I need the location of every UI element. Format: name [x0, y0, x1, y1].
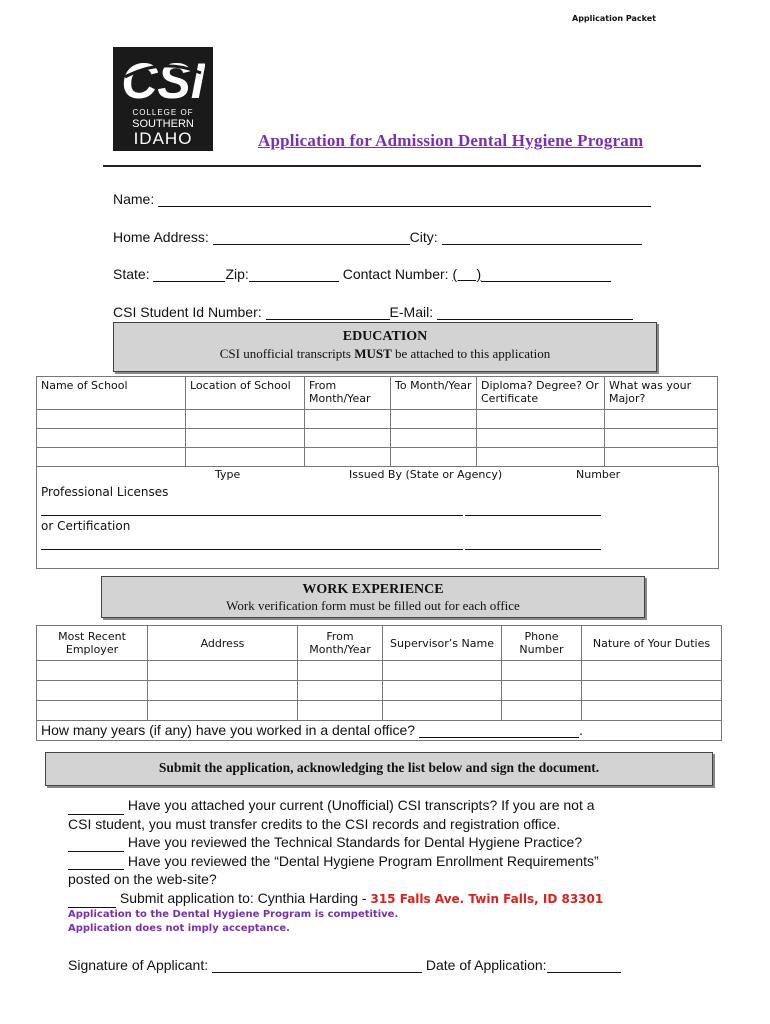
zip-label: Zip: [225, 266, 249, 282]
education-header [113, 322, 657, 372]
education-subtitle: CSI unofficial transcripts MUST be attached to this application [219, 346, 551, 361]
page-title: Application for Admission Dental Hygiene Program [258, 131, 644, 150]
date-label: Date of Application: [425, 957, 547, 973]
zip-line[interactable] [249, 267, 339, 282]
checklist-item-submit: Submit application to: Cynthia Harding - 315 Falls Ave. Twin Falls, ID 83301 [68, 889, 728, 909]
contact-label: Contact Number: [342, 266, 449, 282]
mailing-address: 315 Falls Ave. Twin Falls, ID 83301 [370, 891, 604, 906]
years-line[interactable] [419, 723, 579, 738]
email-line[interactable] [437, 305, 633, 320]
col-from: From Month/Year [305, 377, 391, 410]
title-divider [103, 165, 701, 167]
name-label: Name: [113, 191, 155, 207]
submit-header [45, 752, 713, 786]
licenses-section [36, 466, 719, 569]
check-line-2[interactable] [68, 839, 124, 852]
name-line[interactable] [158, 192, 651, 207]
table-row[interactable] [37, 429, 718, 448]
logo-line-2: SOUTHERN [132, 118, 194, 130]
contact-area-code[interactable]: ( ) [452, 266, 482, 282]
table-row[interactable] [37, 661, 722, 681]
competitive-note: Application to the Dental Hygiene Program is competitive. [68, 909, 399, 920]
check-line-4[interactable] [68, 895, 116, 908]
col-phone: Phone Number [502, 626, 582, 661]
state-row [113, 266, 611, 282]
col-work-from: From Month/Year [298, 626, 383, 661]
csi-logo-mark [121, 51, 205, 107]
csi-logo [113, 47, 213, 151]
student-id-line[interactable] [266, 305, 390, 320]
home-address-line[interactable] [213, 230, 410, 245]
work-table [36, 625, 722, 741]
education-heading: EDUCATION [342, 329, 428, 344]
email-label: E-Mail: [389, 304, 434, 320]
license-line-1a[interactable] [41, 515, 463, 516]
submit-heading: Submit the application, acknowledging the list below and sign the document. [158, 760, 600, 775]
col-diploma: Diploma? Degree? Or Certificate [477, 377, 605, 410]
checklist-item-requirements-cont: posted on the web-site? [68, 871, 217, 887]
col-address: Address [148, 626, 298, 661]
license-issued-label: Issued By (State or Agency) [349, 468, 503, 481]
student-id-label: CSI Student Id Number: [113, 304, 262, 320]
license-line-2b[interactable] [465, 549, 601, 550]
col-supervisor: Supervisor’s Name [383, 626, 502, 661]
name-row [113, 191, 651, 207]
work-header [101, 576, 645, 618]
years-question: How many years (if any) have you worked in a dental office? [41, 722, 416, 738]
education-table [36, 376, 718, 467]
table-row[interactable] [37, 701, 722, 721]
license-number-label: Number [576, 468, 621, 481]
check-line-1[interactable] [68, 802, 124, 815]
work-subtitle: Work verification form must be filled out for each office [226, 598, 520, 613]
id-row [113, 304, 633, 320]
logo-line-3: IDAHO [133, 129, 193, 148]
signature-label: Signature of Applicant: [68, 957, 209, 973]
checklist-item-standards: Have you reviewed the Technical Standards for Dental Hygiene Practice? [68, 833, 728, 852]
col-employer: Most Recent Employer [37, 626, 148, 661]
city-line[interactable] [442, 230, 642, 245]
signature-line[interactable] [212, 958, 422, 973]
license-line-1b[interactable] [465, 515, 601, 516]
check-line-3[interactable] [68, 857, 124, 870]
state-line[interactable] [153, 267, 225, 282]
years-row: How many years (if any) have you worked in a dental office? . [37, 721, 722, 741]
contact-line[interactable] [481, 267, 611, 282]
licenses-label: Professional Licenses [41, 485, 169, 499]
checklist [68, 796, 728, 908]
col-location: Location of School [186, 377, 305, 410]
table-row[interactable] [37, 681, 722, 701]
checklist-item-transcripts-cont: CSI student, you must transfer credits to the CSI records and registration office. [68, 815, 561, 832]
signature-row [68, 957, 621, 973]
address-row [113, 229, 642, 245]
license-line-2a[interactable] [41, 549, 463, 550]
city-label: City: [409, 229, 438, 245]
home-address-label: Home Address: [113, 229, 209, 245]
svg-text:CSI: CSI [121, 53, 205, 107]
col-to: To Month/Year [391, 377, 477, 410]
col-major: What was your Major? [605, 377, 718, 410]
date-line[interactable] [547, 958, 621, 973]
certification-label: or Certification [41, 519, 131, 533]
table-row[interactable] [37, 448, 718, 467]
col-duties: Nature of Your Duties [582, 626, 722, 661]
checklist-item-transcripts: Have you attached your current (Unofficial) CSI transcripts? If you are not a [68, 796, 728, 815]
table-row[interactable] [37, 410, 718, 429]
state-label: State: [113, 266, 150, 282]
packet-label: Application Packet [572, 14, 656, 23]
col-name-of-school: Name of School [37, 377, 186, 410]
logo-line-1: COLLEGE OF [132, 108, 194, 117]
work-heading: WORK EXPERIENCE [302, 582, 444, 597]
acceptance-note: Application does not imply acceptance. [68, 923, 290, 934]
checklist-item-requirements: Have you reviewed the “Dental Hygiene Program Enrollment Requirements” [68, 852, 728, 871]
license-type-label: Type [215, 468, 241, 481]
